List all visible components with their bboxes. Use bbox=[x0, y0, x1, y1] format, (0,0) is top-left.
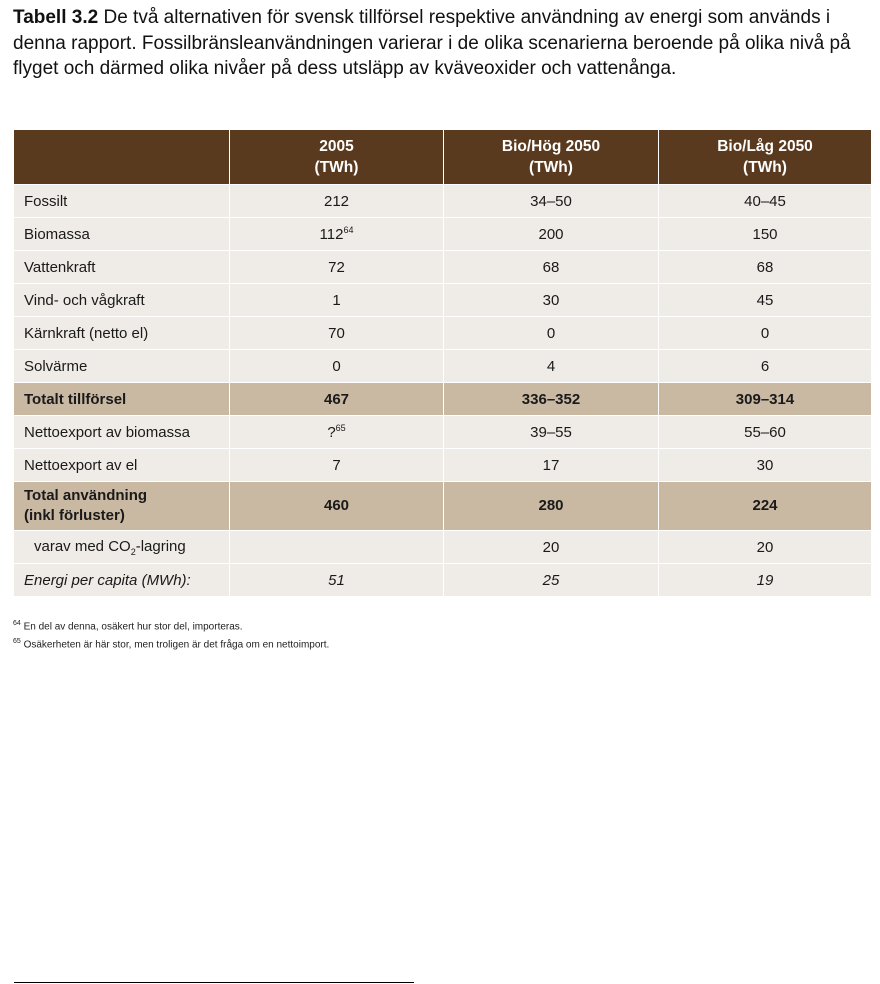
cell-2005: 467 bbox=[230, 383, 444, 416]
cell-2005: 72 bbox=[230, 251, 444, 284]
header-2005-unit: (TWh) bbox=[314, 159, 359, 176]
cell-bio-hog: 20 bbox=[444, 531, 659, 564]
table-row-nettoexport-biomassa bbox=[14, 416, 872, 449]
table-row-nettoexport-el bbox=[14, 449, 872, 482]
cell-bio-hog: 0 bbox=[444, 317, 659, 350]
footnote-divider bbox=[14, 982, 414, 983]
cell-2005: 70 bbox=[230, 317, 444, 350]
row-label: Fossilt bbox=[14, 185, 230, 218]
header-cell-2005 bbox=[230, 130, 444, 185]
table-row-fossilt bbox=[14, 185, 872, 218]
footnote-ref: 65 bbox=[335, 423, 346, 433]
table-row-co2-lagring bbox=[14, 531, 872, 564]
header-cell-empty bbox=[14, 130, 230, 185]
table-row-total-anvandning bbox=[14, 482, 872, 531]
cell-2005 bbox=[230, 218, 444, 251]
cell-2005 bbox=[230, 416, 444, 449]
row-label: Totalt tillförsel bbox=[14, 383, 230, 416]
row-label: Vattenkraft bbox=[14, 251, 230, 284]
row-label: Kärnkraft (netto el) bbox=[14, 317, 230, 350]
cell-bio-lag: 55–60 bbox=[659, 416, 872, 449]
row-label bbox=[14, 531, 230, 564]
table-row-biomassa bbox=[14, 218, 872, 251]
footnote-64 bbox=[13, 616, 863, 634]
table-row-per-capita bbox=[14, 564, 872, 597]
cell-2005: 51 bbox=[230, 564, 444, 597]
footnotes bbox=[13, 616, 863, 653]
header-cell-bio-hog bbox=[444, 130, 659, 185]
header-row bbox=[14, 130, 872, 185]
header-bio-hog-title: Bio/Hög 2050 bbox=[501, 138, 601, 155]
table-row-solvarme bbox=[14, 350, 872, 383]
footnote-text: Osäkerheten är här stor, men troligen är det fråga om en nettoimport. bbox=[23, 639, 330, 651]
header-bio-lag-title: Bio/Låg 2050 bbox=[717, 138, 813, 155]
cell-2005 bbox=[230, 531, 444, 564]
caption-text: De två alternativen för svensk tillförsel respektive användning av energi som används i denna rapport. Fossilbränsleanvändningen varierar i de olika scenarierna beroende på olika nivå på flyget och därmed olika nivåer på dess utsläpp av kväveoxider och vattenånga. bbox=[13, 7, 851, 79]
cell-value: ? bbox=[327, 424, 336, 441]
cell-bio-lag: 0 bbox=[659, 317, 872, 350]
cell-bio-hog: 34–50 bbox=[444, 185, 659, 218]
energy-table bbox=[13, 129, 872, 597]
cell-bio-lag: 224 bbox=[659, 482, 872, 531]
cell-bio-lag: 6 bbox=[659, 350, 872, 383]
cell-2005: 7 bbox=[230, 449, 444, 482]
table-row-vattenkraft bbox=[14, 251, 872, 284]
footnote-ref: 64 bbox=[343, 225, 354, 235]
row-label-pre: varav med CO bbox=[34, 537, 131, 555]
footnote-65 bbox=[13, 634, 863, 652]
cell-2005: 460 bbox=[230, 482, 444, 531]
caption-label: Tabell 3.2 bbox=[13, 7, 99, 28]
cell-bio-hog: 68 bbox=[444, 251, 659, 284]
row-label: Nettoexport av biomassa bbox=[14, 416, 230, 449]
header-bio-lag-unit: (TWh) bbox=[743, 159, 787, 176]
footnote-text: En del av denna, osäkert hur stor del, importeras. bbox=[23, 621, 243, 633]
table-row-totalt-tillforsel bbox=[14, 383, 872, 416]
cell-bio-lag: 40–45 bbox=[659, 185, 872, 218]
row-label: Biomassa bbox=[14, 218, 230, 251]
row-label-post: -lagring bbox=[135, 537, 186, 555]
row-label-line2: (inkl förluster) bbox=[24, 507, 125, 524]
footnote-number: 65 bbox=[13, 638, 21, 646]
cell-value: 112 bbox=[319, 226, 344, 243]
cell-bio-hog: 25 bbox=[444, 564, 659, 597]
cell-bio-hog: 4 bbox=[444, 350, 659, 383]
footnote-number: 64 bbox=[13, 620, 21, 627]
header-bio-hog-unit: (TWh) bbox=[529, 159, 573, 176]
row-label: Vind- och vågkraft bbox=[14, 284, 230, 317]
cell-bio-hog: 336–352 bbox=[444, 383, 659, 416]
cell-bio-lag: 19 bbox=[659, 564, 872, 597]
table-row-karnkraft bbox=[14, 317, 872, 350]
row-label: Energi per capita (MWh): bbox=[14, 564, 230, 597]
cell-bio-hog: 39–55 bbox=[444, 416, 659, 449]
table-caption bbox=[13, 5, 863, 82]
cell-bio-lag: 20 bbox=[659, 531, 872, 564]
cell-2005: 1 bbox=[230, 284, 444, 317]
cell-bio-lag: 45 bbox=[659, 284, 872, 317]
cell-2005: 212 bbox=[230, 185, 444, 218]
cell-bio-hog: 17 bbox=[444, 449, 659, 482]
header-cell-bio-lag bbox=[659, 130, 872, 185]
row-label: Solvärme bbox=[14, 350, 230, 383]
row-label-sub: 2 bbox=[130, 546, 136, 557]
row-label: Nettoexport av el bbox=[14, 449, 230, 482]
cell-bio-lag: 309–314 bbox=[659, 383, 872, 416]
cell-bio-hog: 200 bbox=[444, 218, 659, 251]
row-label bbox=[14, 482, 230, 531]
row-label-line1: Total användning bbox=[24, 487, 148, 504]
cell-bio-hog: 30 bbox=[444, 284, 659, 317]
header-2005-year: 2005 bbox=[319, 138, 354, 155]
cell-2005: 0 bbox=[230, 350, 444, 383]
cell-bio-hog: 280 bbox=[444, 482, 659, 531]
cell-bio-lag: 150 bbox=[659, 218, 872, 251]
table-row-vind bbox=[14, 284, 872, 317]
cell-bio-lag: 68 bbox=[659, 251, 872, 284]
cell-bio-lag: 30 bbox=[659, 449, 872, 482]
